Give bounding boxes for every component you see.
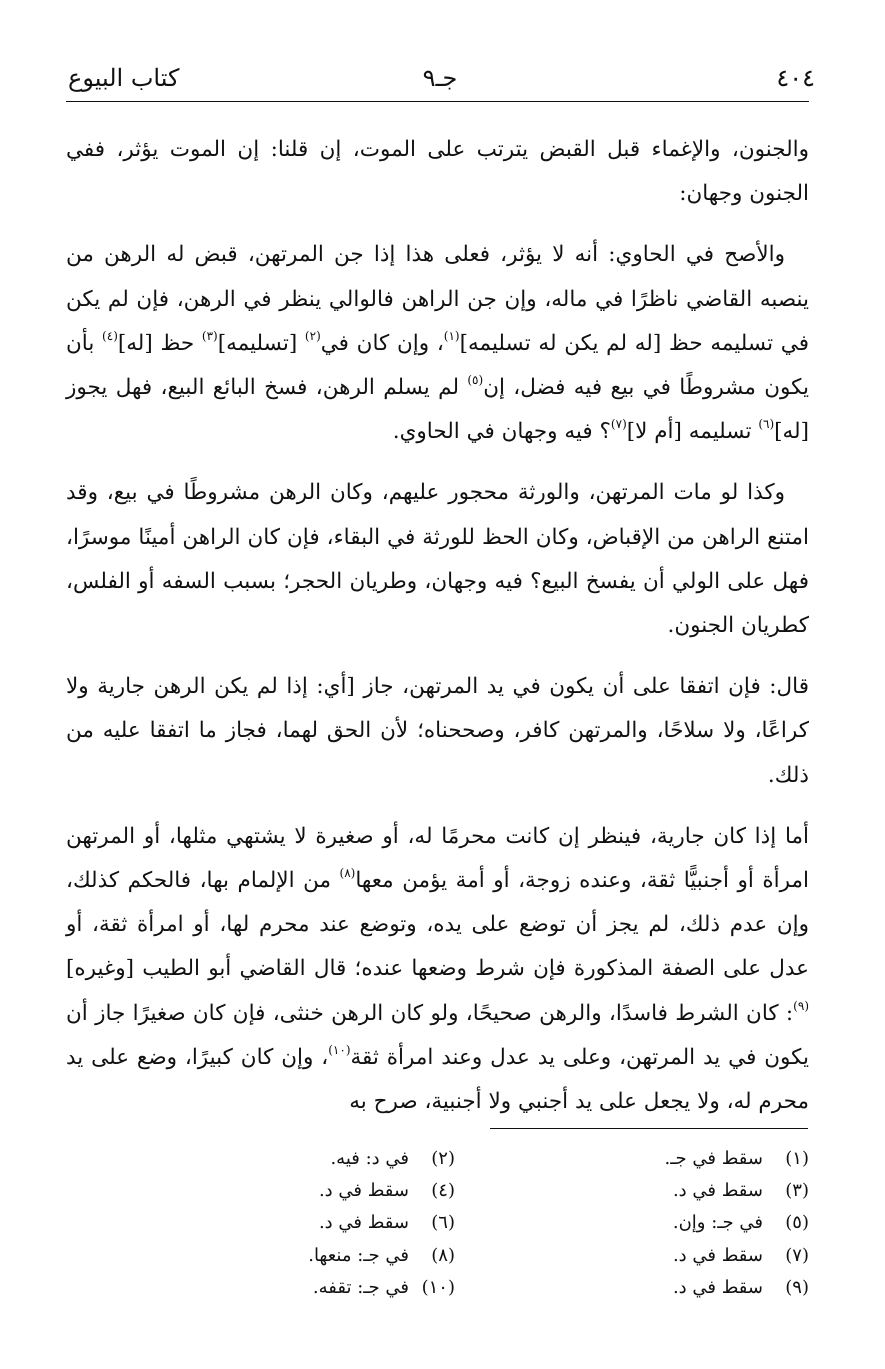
footnote-1 (479, 1143, 809, 1175)
text-run: لم يسلم الرهن، فسخ البائع البيع، فهل يجوز [له] (66, 375, 809, 445)
text-run: والجنون، والإغماء قبل القبض يترتب على الموت، إن قلنا: إن الموت يؤثر، ففي الجنون وجهان: (66, 137, 809, 207)
text-run: ، وإن كان في (320, 330, 444, 356)
book-title: كتاب البيوع (68, 64, 180, 92)
footnote-divider (490, 1128, 808, 1129)
footnote-ref-7: (٧) (610, 417, 627, 432)
footnote-number: (٩) (785, 1276, 809, 1298)
footnote-text: سقط في د. (318, 1180, 409, 1202)
footnote-5 (479, 1207, 809, 1239)
footnote-text: سقط في د. (672, 1180, 763, 1202)
footnote-text: سقط في د. (318, 1212, 409, 1234)
footnote-ref-2: (٢) (304, 328, 321, 343)
footnote-6 (155, 1207, 455, 1239)
text-run: : كان الشرط فاسدًا، والرهن صحيحًا، ولو كان الرهن خنثى، فإن كان صغيرًا جاز أن يكون في يد المرتهن، وعلى يد عدل وعند امرأة ثقة (66, 1000, 809, 1070)
footnote-text: سقط في جـ. (664, 1148, 763, 1169)
footnote-9 (479, 1272, 809, 1304)
text-run: حظ [له] (117, 330, 202, 356)
footnote-ref-1: (١) (443, 328, 460, 343)
paragraph-3 (66, 471, 809, 648)
text-run: بأن يكون مشروطًا في بيع فيه فضل، إن (66, 330, 809, 401)
paragraph-5 (66, 815, 809, 1124)
footnote-8 (155, 1240, 455, 1272)
footnote-text: في د: فيه. (330, 1148, 409, 1169)
text-run: والأصح في الحاوي: أنه لا يؤثر، فعلى هذا إذا جن المرتهن، قبض له الرهن من ينصبه القاضي ناظرًا في ماله، وإن جن الراهن فالوالي ينظر في الرهن، فإن لم يكن في تسليمه حظ [له لم يكن له تسليمه] (66, 242, 809, 356)
footnote-number: (١٠) (421, 1276, 455, 1298)
volume-label: جـ٩ (422, 64, 458, 92)
footnote-7 (479, 1240, 809, 1272)
header-divider (66, 101, 809, 102)
footnote-4 (155, 1175, 455, 1207)
text-run: ؟ فيه وجهان في الحاوي. (392, 419, 611, 445)
text-run: أما إذا كان جارية، فينظر إن كانت محرمًا له، أو صغيرة لا يشتهي مثلها، أو المرتهن امرأة أو أجنبيًّا ثقة، وعنده زوجة، أو أمة يؤمن معها (66, 823, 809, 894)
paragraph-1 (66, 128, 809, 216)
footnote-10 (155, 1272, 455, 1304)
text-run: من الإلمام بها، فالحكم كذلك، وإن عدم ذلك، لم يجز أن توضع على يده، وتوضع عند محرم لها، أو امرأة ثقة، أو عدل على الصفة المذكورة فإن شرط وضعها عنده؛ قال القاضي أبو الطيب [وغيره] (66, 868, 809, 982)
footnote-ref-6: (٦) (758, 417, 775, 432)
footnote-ref-10: (١٠) (328, 1042, 351, 1057)
text-run: تسليمه [أم لا] (626, 419, 759, 445)
text-run: ، وإن كان كبيرًا، وضع على يد محرم له، ولا يجعل على يد أجنبي ولا أجنبية، صرح به (66, 1044, 809, 1115)
footnote-text: في جـ: تقفه. (312, 1276, 409, 1298)
text-run: وكذا لو مات المرتهن، والورثة محجور عليهم، وكان الرهن مشروطًا في بيع، وقد امتنع الراهن من الإقباض، وكان الحظ للورثة في البقاء، فإن كان الراهن أمينًا موسرًا، فهل على الولي أن يفسخ البيع؟ فيه وجهان، وطريان الحجر؛ بسبب السفه أو الفلس، كطريان الجنون. (66, 480, 809, 639)
footnote-2 (155, 1143, 455, 1175)
footnote-text: في جـ: وإن. (672, 1212, 763, 1234)
footnote-text: سقط في د. (672, 1276, 763, 1298)
footnote-number: (٤) (431, 1180, 455, 1202)
footnote-number: (٣) (785, 1180, 809, 1202)
paragraph-2 (66, 233, 809, 454)
footnote-number: (١) (785, 1148, 809, 1169)
footnote-number: (٨) (431, 1244, 455, 1266)
footnote-ref-4: (٤) (102, 328, 118, 343)
footnote-number: (٢) (431, 1148, 455, 1169)
paragraph-4 (66, 665, 809, 798)
main-text (66, 128, 809, 1141)
page-number: ٤٠٤ (776, 64, 815, 92)
text-run: قال: فإن اتفقا على أن يكون في يد المرتهن، جاز [أي: إذا لم يكن الرهن جارية ولا كراعًا، ولا سلاحًا، والمرتهن كافر، وصححناه؛ لأن الحق لهما، فجاز ما اتفقا عليه من ذلك. (66, 674, 809, 788)
footnote-number: (٦) (431, 1212, 455, 1234)
footnote-ref-9: (٩) (793, 998, 809, 1013)
footnotes-column-left (155, 1143, 455, 1304)
footnote-text: في جـ: منعها. (308, 1244, 409, 1266)
footnote-ref-5: (٥) (467, 373, 484, 388)
footnote-number: (٧) (785, 1244, 809, 1266)
footnote-ref-8: (٨) (339, 866, 356, 881)
footnote-ref-3: (٣) (201, 328, 218, 343)
footnote-3 (479, 1175, 809, 1207)
footnotes-column-right (479, 1143, 809, 1304)
footnote-text: سقط في د. (672, 1244, 763, 1266)
text-run: [تسليمه] (217, 330, 305, 356)
footnote-number: (٥) (785, 1212, 809, 1234)
